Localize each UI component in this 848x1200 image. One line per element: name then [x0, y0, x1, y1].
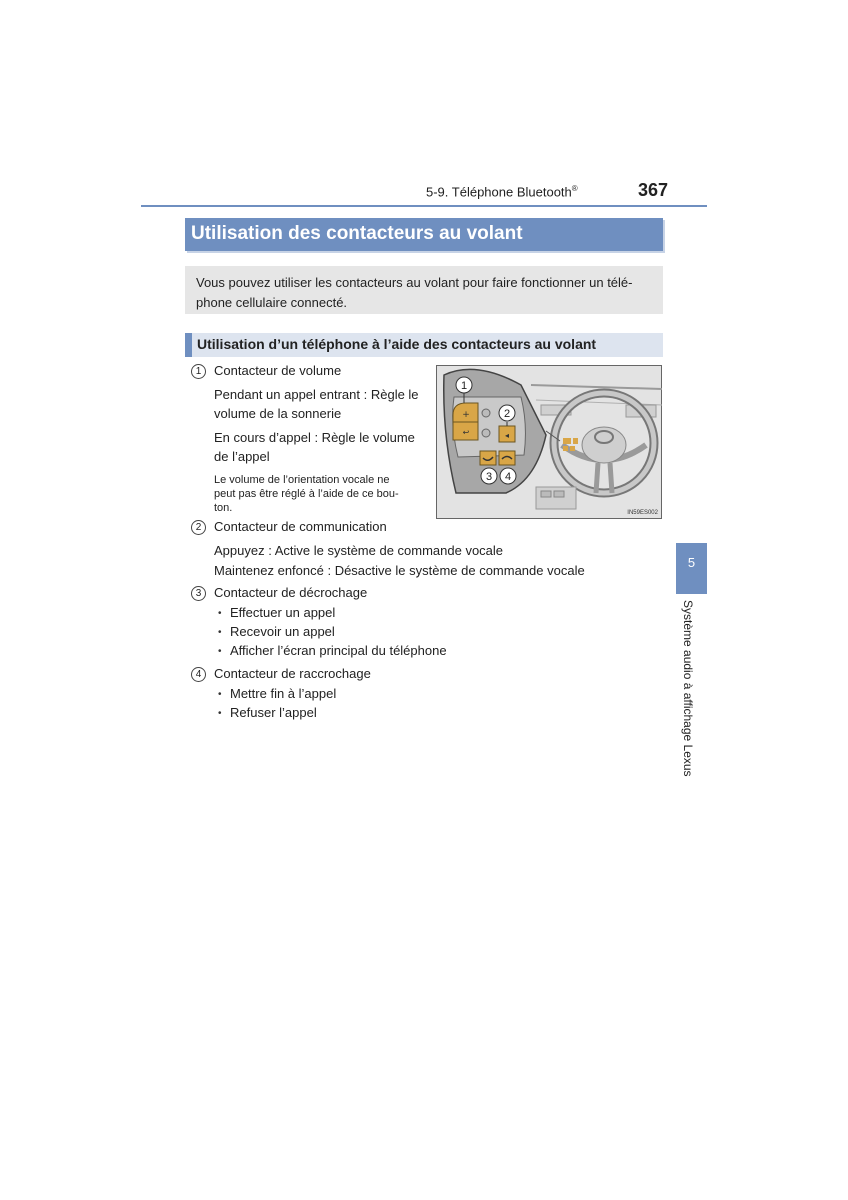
registered-mark: ® — [571, 184, 578, 193]
chapter-title: 5-9. Téléphone Bluetooth — [426, 184, 572, 200]
item-3-bullet-2: Recevoir un appel — [230, 624, 335, 639]
steering-switch-illustration — [436, 365, 662, 519]
item-label-volume: Contacteur de volume — [214, 363, 342, 378]
page-number: 367 — [638, 180, 669, 200]
item-1-note-line-3: ton. — [214, 502, 233, 514]
item-1-para-1-line-2: volume de la sonnerie — [214, 406, 342, 421]
callout-3: 3 — [485, 471, 493, 483]
item-1-para-1-line-1: Pendant un appel entrant : Règle le — [214, 387, 419, 402]
item-label-pickup: Contacteur de décrochage — [214, 585, 368, 600]
intro-line-1: Vous pouvez utiliser les contacteurs au volant pour faire fonctionner un télé- — [196, 275, 633, 290]
chapter-tab: 5 — [676, 543, 707, 594]
item-3-bullet-3: Afficher l’écran principal du téléphone — [230, 643, 447, 658]
bullet-icon: • — [218, 646, 222, 657]
item-number-4: 4 — [191, 667, 206, 682]
item-label-communication: Contacteur de communication — [214, 519, 387, 534]
item-label-hangup: Contacteur de raccrochage — [214, 666, 371, 681]
bullet-icon: • — [218, 608, 222, 619]
item-2-line-1: Appuyez : Active le système de commande vocale — [214, 543, 504, 558]
item-1-para-2-line-1: En cours d’appel : Règle le volume — [214, 430, 415, 445]
intro-box — [185, 266, 663, 314]
running-header — [426, 184, 578, 199]
item-3-bullet-1: Effectuer un appel — [230, 605, 336, 620]
callout-2: 2 — [503, 408, 511, 420]
intro-line-2: phone cellulaire connecté. — [196, 295, 348, 310]
item-1-note-line-2: peut pas être réglé à l’aide de ce bou- — [214, 488, 399, 500]
item-1-note-line-1: Le volume de l’orientation vocale ne — [214, 474, 390, 486]
bullet-icon: • — [218, 689, 222, 700]
header-rule — [141, 205, 707, 207]
chapter-tab-label: Système audio à affichage Lexus — [681, 600, 695, 777]
item-4-bullet-1: Mettre fin à l’appel — [230, 686, 337, 701]
item-4-bullet-2: Refuser l’appel — [230, 705, 317, 720]
item-number-2: 2 — [191, 520, 206, 535]
item-1-para-2-line-2: de l’appel — [214, 449, 270, 464]
svg-text:↩: ↩ — [462, 428, 470, 437]
svg-text:+: + — [462, 410, 470, 420]
bullet-icon: • — [218, 627, 222, 638]
section-title: Utilisation des contacteurs au volant — [185, 218, 663, 251]
svg-text:◂: ◂ — [504, 431, 510, 440]
bullet-icon: • — [218, 708, 222, 719]
subsection-title: Utilisation d’un téléphone à l’aide des contacteurs au volant — [185, 333, 663, 357]
illustration-code: IN59ES002 — [627, 510, 658, 516]
item-number-1: 1 — [191, 364, 206, 379]
item-2-line-2: Maintenez enfoncé : Désactive le système de commande vocale — [214, 563, 585, 578]
item-number-3: 3 — [191, 586, 206, 601]
callout-4: 4 — [504, 471, 512, 483]
callout-1: 1 — [460, 380, 468, 392]
